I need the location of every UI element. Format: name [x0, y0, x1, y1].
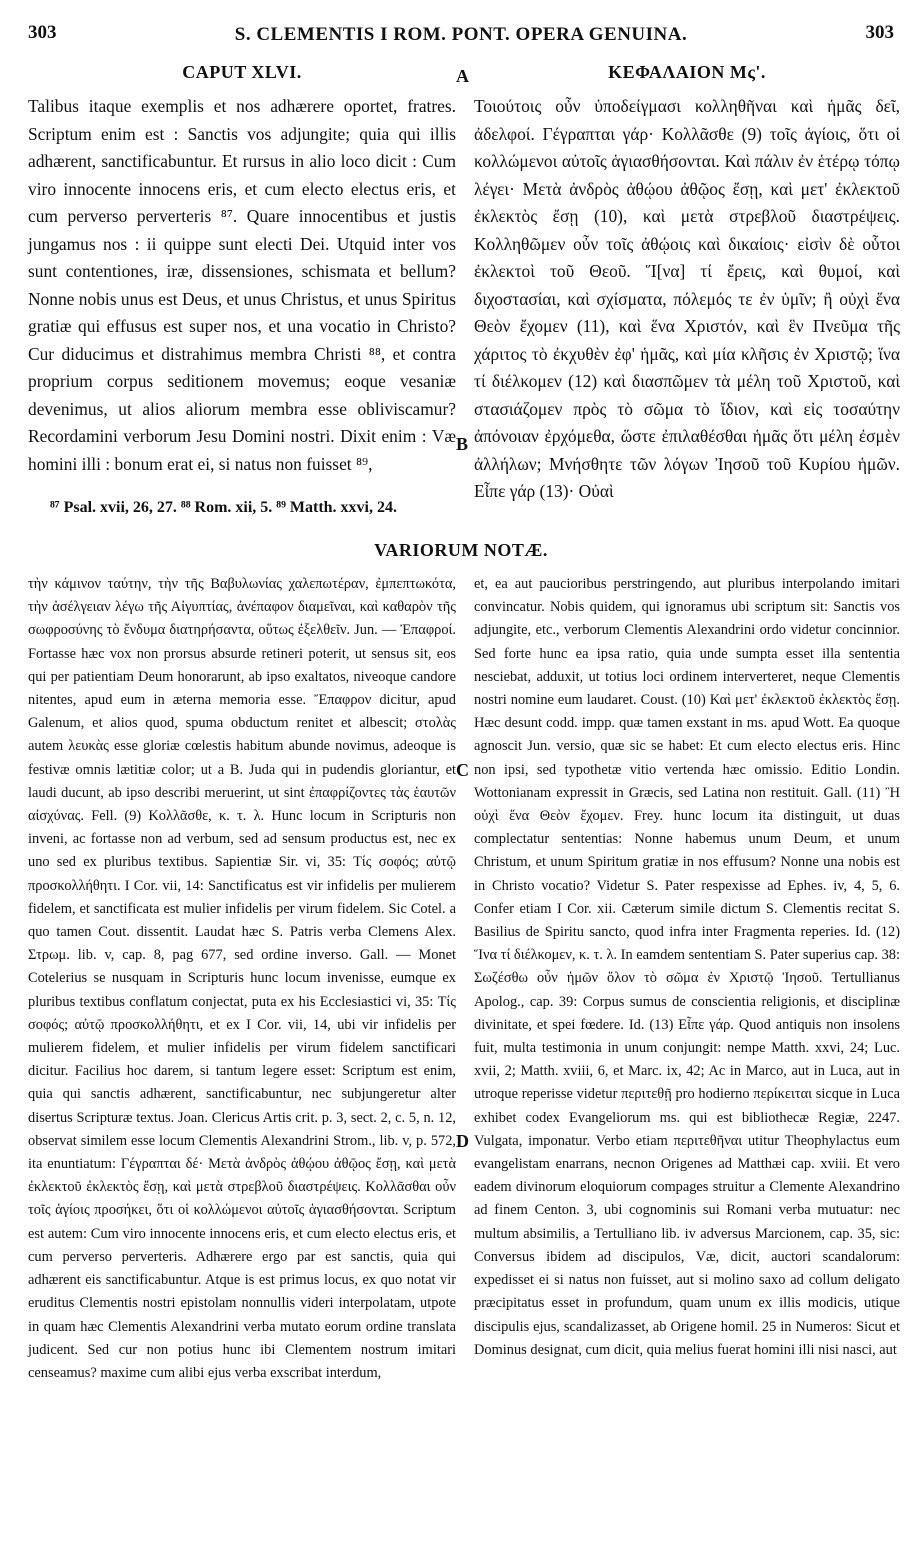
notes-left-column	[28, 573, 456, 1385]
notes-right-column	[474, 573, 900, 1362]
greek-chapter-title: ΚΕΦΑΛΑΙΟΝ Μς'.	[608, 62, 766, 82]
margin-marker-c: C	[456, 760, 469, 780]
greek-text: Τοιούτοις οὖν ὑποδείγμασι κολληθῆναι καὶ ἡμᾶς δεῖ, ἀδελφοί. Γέγραπται γάρ· Κολλᾶσθε (9) τοῖς ἁγίοις, ὅτι οἱ κολλώμενοι αὐτοῖς ἁγιασθήσονται. Καὶ πάλιν ἐν ἑτέρῳ τόπῳ λέγει· Μετὰ ἀνδρὸς ἀθῴου ἀθῷος ἔσῃ, καὶ μετ' ἐκλεκτοῦ ἐκλεκτὸς ἔσῃ (10), καὶ μετὰ στρεβλοῦ διαστρέψεις. Κολληθῶμεν οὖν τοῖς ἀθῴοις καὶ δικαίοις· εἰσὶν δὲ οὗτοι ἐκλεκτοὶ τοῦ Θεοῦ. Ἵ[να] τί ἔρεις, καὶ θυμοί, καὶ διχοστασίαι, καὶ σχίσματα, πόλεμός τε ἐν ὑμῖν; ἢ οὐχὶ ἕνα Θεὸν ἔχομεν (11), καὶ ἕνα Χριστόν, καὶ ἓν Πνεῦμα τῆς χάριτος τὸ ἐκχυθὲν ἐφ' ἡμᾶς, καὶ μία κλῆσις ἐν Χριστῷ; ἵνα τί διέλκομεν (12) καὶ διασπῶμεν τὰ μέλη τοῦ Χριστοῦ, καὶ στασιάζομεν πρὸς τὸ σῶμα τὸ ἴδιον, καὶ εἰς τοσαύτην ἀπόνοιαν ἐρχόμεθα, ὥστε ἐπιλαθέσθαι ἡμᾶς ὅτι μέλη ἐσμὲν ἀλλήλων; Μνήσθητε τῶν λόγων Ἰησοῦ τοῦ Κυρίου ἡμῶν. Εἶπε γάρ (13)· Οὐαὶ	[474, 96, 900, 501]
page-header	[28, 18, 894, 46]
notes-left-text: τὴν κάμινον ταύτην, τὴν τῆς Βαβυλωνίας χαλεπωτέραν, ἐμπεπτωκότα, τὴν ἀσέλγειαν λέγω τῆς Αἰγυπτίας, ἀνέπαφον διαμεῖναι, καὶ καθαρὸν τῆς σωφροσύνης τὸ ἔνδυμα διατηρήσαντα, οὕτως ἐξελθεῖν. Jun. — Ἐπαφροί. Fortasse hæc vox non prorsus absurde retineri poterit, ut sensus sit, eos qui per patientiam Deum honorarunt, ab ipso exaltatos, niveoque candore nitentes, apud eum in æterna memoria esse. Ἔπαφρον dicitur, apud Galenum, et alios quod, spuma obductum renitet et albescit; στολὰς autem λευκὰς esse gloriæ cœlestis habitum abunde novimus, adeoque is festivæ omnis lætitiæ color; ut a B. Juda qui in pudendis gloriantur, et laudi ducunt, ab ipso describi meruerint, ut sint ἐπαφρίζοντες τὰς ἑαυτῶν αἰσχύνας. Fell. (9) Κολλᾶσθε, κ. τ. λ. Hunc locum in Scripturis non inveni, ac fortasse non ad verbum, sed ad sensum productus est, nec ex uno sed ex pluribus textibus. Sapientiæ Sir. vi, 35: Τίς σοφός; αὐτῷ προσκολλήθητι. I Cor. vii, 14: Sanctificatus est vir infidelis per mulierem fidelem, et sanctificata est mulier infidelis per virum fidelem. Sic Cotel. a quo tamen Cout. dissentit. Laudat hæc S. Patris verba Clemens Alex. Στρωμ. lib. v, cap. 8, pag 677, sed ordine inverso. Gall. — Monet Cotelerius se nusquam in Scripturis hunc locum invenisse, eumque ex pluribus textibus conflatum conjectat, puta ex his Ecclesiastici vi, 35: Τίς σοφός; αὐτῷ προσκολλήθητι, et ex I Cor. vii, 14, ubi vir infidelis per mulierem fidelem, et mulier infidelis per virum fidelem sanctificari dicitur. Facilius hoc darem, si tantum legere esset: Scriptum est enim, quia qui sanctis adhærent, sanctificabuntur, nec subjungeretur alter disertus Scripturæ textus. Joan. Clericus Artis crit. p. 3, sect. 2, c. 5, n. 12, observat similem esse locum Clementis Alexandrini Strom., lib. v, p. 572, ita enuntiatum: Γέγραπται δέ· Μετὰ ἀνδρὸς ἀθῴου ἀθῷος ἔσῃ, καὶ μετὰ ἐκλεκτοῦ ἐκλεκτὸς ἔσῃ, καὶ μετὰ στρεβλοῦ διαστρέψεις. Κολλᾶσθαι οὖν τοῖς ἁγίοις προσήκει, ὅτι οἱ κολλώμενοι αὐτοῖς ἁγιασθήσονται. Scriptum est autem: Cum viro innocente innocens eris, et cum electo electus eris, et cum perverso perverteris. Adhærere ergo par est sanctis, quia qui adhærent eis sanctificabuntur. Atque is est primus locus, ex quo notat vir eruditus Clementis nostri epistolam nonnullis videri interpolatam, utpote in quam hæc Clementis Alexandrini verba mutato eorum ordine translata judicent. Sed cur non potius hunc ibi Clementem nostrum imitari censeamus? maxime cum alibi ejus verba exscribat interdum,	[28, 576, 456, 1381]
page-number-left: 303	[28, 22, 57, 43]
notes-right-text: et, ea aut paucioribus perstringendo, aut pluribus interpolando imitari convincatur. Nobis quidem, qui ignoramus ubi scriptum sit: Sanctis vos adjungite, etc., verborum Clementis Alexandrini ordo videtur concinnior. Sed forte hunc ea ipsa ratio, quia unde sumpta esset illa sententia nesciebat, adduxit, ut totius loci ordinem interverteret, neque Clementis nostri nomine eum laudaret. Coust. (10) Καὶ μετ' ἐκλεκτοῦ ἐκλεκτὸς ἔσῃ. Hæc desunt codd. impp. quæ tamen exstant in ms. apud Wott. Ea quoque agnoscit Jun. versio, quæ sic se habet: Et cum electo electus eris. Hinc non ipsi, sed typothetæ vitio vertenda hæc omissio. Editio Londin. Wottonianam expressit in Græcis, sed Latina non restituit. Gall. (11) Ἢ οὐχὶ ἕνα Θεὸν ἔχομεν. Frey. hunc locum ita distinguit, ut duas complectatur sententias: Nonne habemus unum Deum, et unum Christum, et unum Spiritum gratiæ in nos effusum? Nonne una nobis est in Christo vocatio? Videtur S. Pater respexisse ad Ephes. iv, 4, 5, 6. Confer etiam I Cor. xii. Cæterum simile dictum S. Clementis recitat S. Basilius de Spiritu sancto, quod infra inter Fragmenta reperies. Id. (12) Ἵνα τί διέλκομεν, κ. τ. λ. In eamdem sententiam S. Pater superius cap. 38: Σωζέσθω οὖν ἡμῶν ὅλον τὸ σῶμα ἐν Χριστῷ Ἰησοῦ. Tertullianus Apolog., cap. 39: Corpus sumus de conscientia religionis, et disciplinæ divinitate, et spei fœdere. Id. (13) Εἶπε γάρ. Quod antiquis non insolens fuit, multa testimonia in unum conjungit: nempe Matth. xxvi, 24; Luc. xvii, 2; Matth. xviii, 6, et Marc. ix, 42; Ac in Marco, aut in Luca, aut in utroque reperisse videtur περιτεθῇ pro hodierno περίκειται sicque in Luca exhibet codex Evangeliorum ms. qui est bibliothecæ Regiæ, 2247. Vulgata, imponatur. Verbo etiam περιτεθῆναι utitur Theophylactus eum evangelistam enarrans, necnon Origenes ad Matthæi cap. xviii. Et vero eadem divinorum eloquiorum compages struitur a Clemente Alexandrino ad finem Centon. 3, ubi cognominis sui Romani verba mutuatur: nec multum absimilis, a Tertulliano lib. iv adversus Marcionem, cap. 35, sic: Conversus ibidem ad discipulos, Væ, dicit, auctori scandalorum: expedisset ei si natus non fuisset, aut si molino saxo ad collum deligato præcipitatus esset in profundum, quam unum ex illis modicis, utique discipulis ejus, scandalizasset, ab Origene homil. 25 in Numeros: Sicut et Dominus designat, cum dicit, quia melius fuerat homini illi nisi nasci, aut	[474, 576, 900, 1358]
footnotes: ⁸⁷ Psal. xvii, 26, 27. ⁸⁸ Rom. xii, 5. ⁸⁹ Matth. xxvi, 24.	[50, 499, 397, 516]
greek-column	[474, 62, 900, 506]
margin-marker-b: B	[456, 434, 469, 454]
latin-chapter-title: CAPUT XLVI.	[182, 62, 302, 82]
running-title: S. CLEMENTIS I ROM. PONT. OPERA GENUINA.	[234, 24, 688, 45]
latin-text: Talibus itaque exemplis et nos adhærere oportet, fratres. Scriptum enim est : Sanctis vos adjungite; quia qui illis adhærent, sanctificabuntur. Et rursus in alio loco dicit : Cum viro innocente innocens eris, et cum electo electus eris, et cum perverso perverteris ⁸⁷. Quare innocentibus et justis jungamus nos : ii quippe sunt electi Dei. Utquid inter vos sunt contentiones, iræ, dissensiones, schismata et bellum? Nonne nobis unus est Deus, et unus Christus, et unus Spiritus gratiæ qui effusus est super nos, et una vocatio in Christo? Cur diducimus et distrahimus membra Christi ⁸⁸, et contra proprium corpus seditionem movemus; eoque vesaniæ devenimus, ut alios aliorum membra esse obliviscamur? Recordamini verborum Jesu Domini nostri. Dixit enim : Væ homini illi : bonum erat ei, si natus non fuisset ⁸⁹,	[28, 96, 456, 474]
notes-title: VARIORUM NOTÆ.	[374, 540, 548, 560]
page-number-right: 303	[865, 22, 894, 43]
margin-marker-d: D	[456, 1131, 469, 1151]
margin-marker-a: A	[456, 66, 469, 86]
latin-column	[28, 62, 456, 478]
